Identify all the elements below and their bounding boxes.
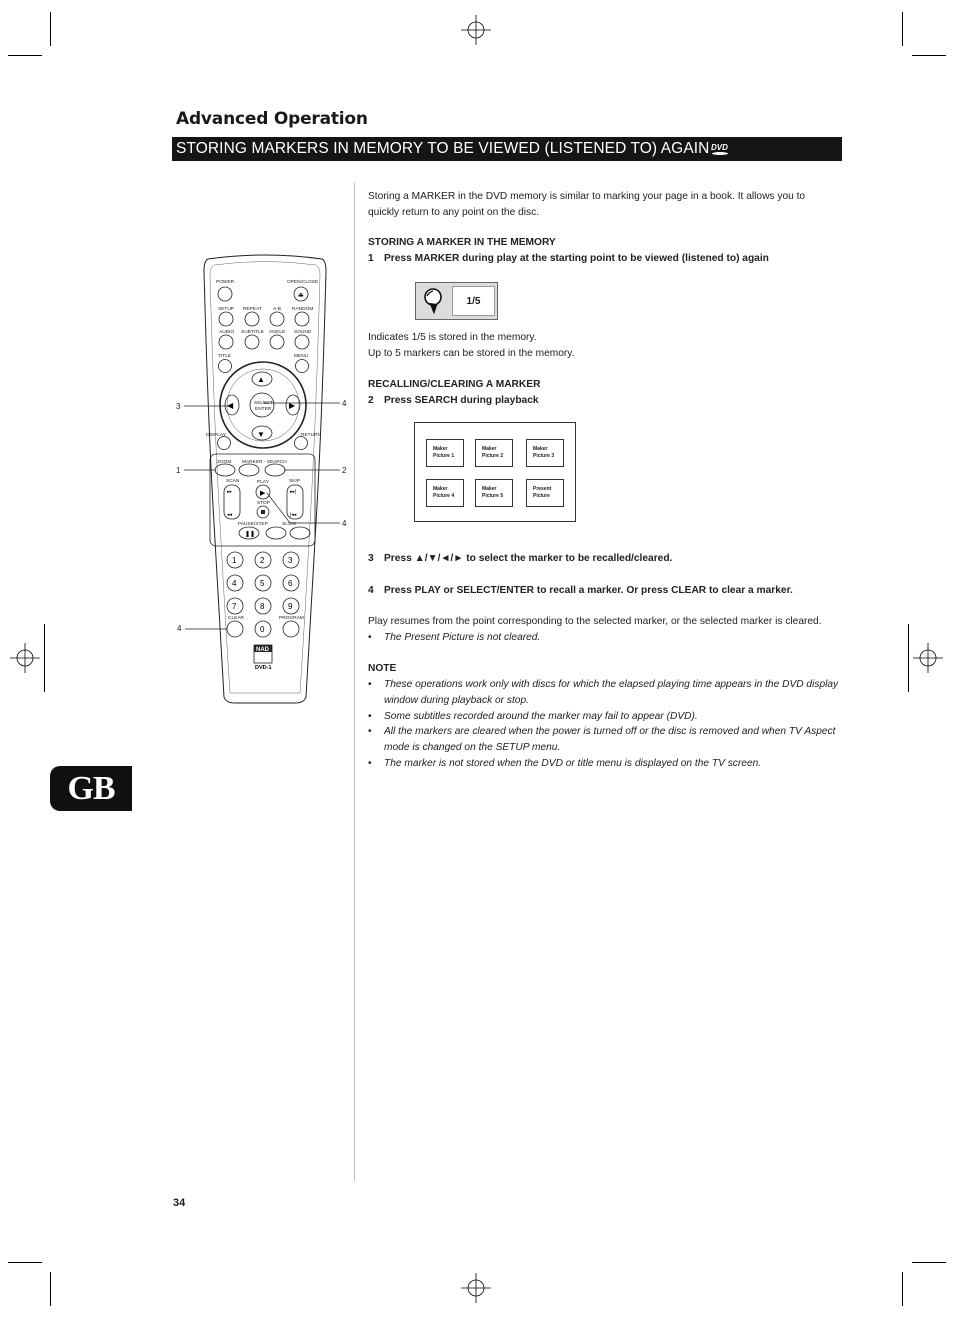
step-instruction: Press SEARCH during playback <box>384 395 539 406</box>
power-button <box>218 287 232 301</box>
return-button <box>295 437 308 450</box>
page-number: 34 <box>173 1197 186 1209</box>
brand-logo-text: NAD <box>256 647 269 653</box>
storing-subheading: STORING A MARKER IN THE MEMORY <box>368 237 556 248</box>
crop-mark <box>912 55 946 56</box>
digit-key: 4 <box>232 579 237 588</box>
digit-key: 1 <box>232 556 237 565</box>
registration-mark-icon <box>10 643 40 673</box>
remote-label: SOUND <box>294 330 312 335</box>
zoom-button <box>215 464 235 476</box>
remote-label: MENU <box>294 354 309 359</box>
note-bullet: • These operations work only with discs for which the elapsed playing time appears in the DVD display window during playback or stop. <box>368 679 839 706</box>
crop-mark <box>50 1272 51 1306</box>
remote-label: ANGLE <box>269 330 286 335</box>
remote-label: SKIP <box>289 479 300 484</box>
play-icon: ▶ <box>260 490 266 497</box>
remote-label: PAUSE/STEP <box>238 522 268 527</box>
callout-number: 3 <box>176 402 181 411</box>
marker-thumbnail: Maker Picture 3 <box>526 439 564 467</box>
left-arrow-icon: ◀ <box>227 401 234 410</box>
crop-mark <box>912 1262 946 1263</box>
angle-button <box>270 335 284 349</box>
intro-paragraph: Storing a MARKER in the DVD memory is similar to marking your page in a book. It allows you to quickly return to any point on the disc. <box>368 191 806 218</box>
remote-control-illustration <box>170 253 360 713</box>
step-instruction: Press ▲/▼/◄/► to select the marker to be recalled/cleared. <box>384 553 673 564</box>
remote-label: ZOOM <box>217 460 232 465</box>
digit-key: 7 <box>232 602 237 611</box>
subtitle-button <box>245 335 259 349</box>
remote-label: SUBTITLE <box>241 330 264 335</box>
step-number: 3 <box>368 553 374 564</box>
scan-forward-icon: ▸▸ <box>227 489 233 495</box>
marker-thumbnail: Maker Picture 4 <box>426 479 464 507</box>
step-number: 4 <box>368 585 374 596</box>
arrow-keys-icon: ▲/▼/◄/► <box>414 553 464 564</box>
storing-note: Up to 5 markers can be stored in the memory. <box>368 348 575 359</box>
sound-button <box>295 335 309 349</box>
dvd-logo-icon <box>710 142 732 156</box>
page-heading: STORING MARKERS IN MEMORY TO BE VIEWED (LISTENED TO) AGAIN <box>172 137 842 161</box>
marker-button <box>239 464 259 476</box>
remote-label: STOP <box>257 501 270 506</box>
skip-back-icon: |◂◂ <box>290 512 297 518</box>
remote-label: CLEAR <box>228 616 244 621</box>
registration-mark-icon <box>913 643 943 673</box>
remote-label: SELECT <box>254 401 273 406</box>
present-picture-thumbnail: Present Picture <box>526 479 564 507</box>
remote-label: A-B <box>273 307 281 312</box>
registration-mark-icon <box>461 1273 491 1303</box>
remote-label: TITLE <box>218 354 232 359</box>
remote-label: REPEAT <box>243 307 262 312</box>
note-bullet: • All the markers are cleared when the power is turned off or the disc is removed and when TV Aspect mode is changed on the SETUP menu. <box>368 726 836 753</box>
crop-mark <box>44 624 45 692</box>
digit-key: 2 <box>260 556 265 565</box>
up-arrow-icon: ▲ <box>257 375 265 384</box>
callout-number: 4 <box>342 519 347 528</box>
marker-thumbnail: Maker Picture 1 <box>426 439 464 467</box>
callout-number: 4 <box>177 624 182 633</box>
search-button <box>265 464 285 476</box>
digit-key: 0 <box>260 625 265 634</box>
remote-label: PROGRAM <box>279 616 304 621</box>
ab-button <box>270 312 284 326</box>
remote-label: OPEN/CLOSE <box>287 280 319 285</box>
language-badge: GB <box>50 766 132 811</box>
title-button <box>219 360 232 373</box>
recalling-subheading: RECALLING/CLEARING A MARKER <box>368 379 541 390</box>
digit-key: 5 <box>260 579 265 588</box>
note-bullet: • Some subtitles recorded around the marker may fail to appear (DVD). <box>368 711 698 722</box>
remote-label: SCAN <box>226 479 240 484</box>
callout-number: 2 <box>342 466 347 475</box>
menu-button <box>296 360 309 373</box>
step-instruction: Press PLAY or SELECT/ENTER to recall a marker. Or press CLEAR to clear a marker. <box>384 585 793 596</box>
svg-text:DVD: DVD <box>711 143 728 152</box>
marker-thumbnail: Maker Picture 2 <box>475 439 513 467</box>
search-screen-graphic <box>414 422 576 522</box>
digit-key: 9 <box>288 602 293 611</box>
note-heading: NOTE <box>368 663 397 674</box>
setup-button <box>219 312 233 326</box>
bullet-item: • The Present Picture is not cleared. <box>368 632 541 643</box>
step-number: 2 <box>368 395 374 406</box>
step-number: 1 <box>368 253 374 264</box>
slow-forward-button <box>290 527 310 539</box>
pause-icon: ❚❚ <box>245 531 256 538</box>
step-instruction: Press MARKER during play at the starting point to be viewed (listened to) again <box>384 253 769 264</box>
marker-pin-icon <box>420 287 448 315</box>
crop-mark <box>50 12 51 46</box>
random-button <box>295 312 309 326</box>
marker-count: 1/5 <box>452 286 495 316</box>
slow-back-button <box>266 527 286 539</box>
model-name: DVD-1 <box>255 665 272 671</box>
resume-paragraph: Play resumes from the point corresponding to the selected marker, or the selected marker is cleared. <box>368 616 822 627</box>
crop-mark <box>902 1272 903 1306</box>
section-title: Advanced Operation <box>176 109 368 129</box>
digit-key: 8 <box>260 602 265 611</box>
callout-number: 4 <box>342 399 347 408</box>
crop-mark <box>908 624 909 692</box>
program-button <box>283 621 299 637</box>
remote-label: RETURN <box>301 433 321 438</box>
remote-label: RANDOM <box>292 307 314 312</box>
crop-mark <box>902 12 903 46</box>
crop-mark <box>8 55 42 56</box>
remote-label: AUDIO <box>219 330 235 335</box>
transport-panel <box>210 454 315 546</box>
remote-label: DISPLAY <box>206 433 226 438</box>
digit-key: 6 <box>288 579 293 588</box>
remote-label: PLAY <box>257 480 269 485</box>
scan-back-icon: ◂◂ <box>227 512 233 518</box>
display-button <box>218 437 231 450</box>
down-arrow-icon: ▼ <box>257 430 265 439</box>
eject-icon: ⏏ <box>298 292 304 299</box>
skip-forward-icon: ▸▸| <box>290 489 297 495</box>
remote-label: ENTER <box>255 407 272 412</box>
right-arrow-icon: ▶ <box>289 401 296 410</box>
note-bullet: • The marker is not stored when the DVD or title menu is displayed on the TV screen. <box>368 758 762 769</box>
callout-number: 1 <box>176 466 181 475</box>
remote-label: POWER <box>216 280 235 285</box>
crop-mark <box>8 1262 42 1263</box>
marker-display-graphic <box>415 282 498 320</box>
remote-label: SETUP <box>218 307 234 312</box>
repeat-button <box>245 312 259 326</box>
audio-button <box>219 335 233 349</box>
remote-label: MARKER - SEARCH <box>242 460 287 465</box>
clear-button <box>227 621 243 637</box>
registration-mark-icon <box>461 15 491 45</box>
digit-key: 3 <box>288 556 293 565</box>
marker-thumbnail: Maker Picture 5 <box>475 479 513 507</box>
storing-note: Indicates 1/5 is stored in the memory. <box>368 332 537 343</box>
remote-label: SLOW <box>282 522 297 527</box>
